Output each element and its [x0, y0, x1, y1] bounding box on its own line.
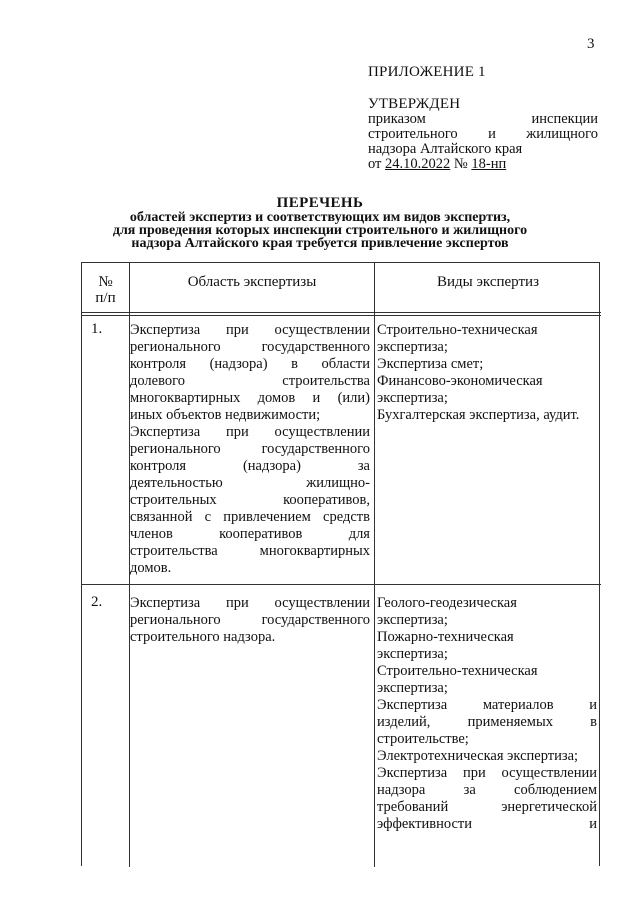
justified-word: долевого: [130, 373, 185, 389]
justified-word: строительных: [130, 492, 217, 508]
row-1-area: [130, 322, 370, 577]
row-2-types-line: [377, 765, 597, 782]
row-1-area-line: [130, 543, 370, 560]
justified-word: регионального: [130, 441, 221, 457]
approved-line-2-left: строительного: [368, 126, 458, 142]
justified-word: регионального: [130, 612, 221, 628]
row-1-types-line: экспертиза;: [377, 390, 448, 406]
header-number: [82, 274, 129, 306]
row-2-types-line: [377, 816, 597, 833]
row-1-area-line: [130, 373, 370, 390]
justified-word: Экспертиза: [130, 595, 201, 611]
justified-word: при: [462, 765, 486, 781]
approved-line-2-right: жилищного: [526, 126, 598, 142]
justified-word: (или): [337, 390, 370, 406]
row-2-types-line: [377, 714, 597, 731]
row-1-area-line: [130, 526, 370, 543]
justified-word: государственного: [261, 441, 370, 457]
approved-line-4: [368, 157, 598, 172]
row-2-area-line: [130, 612, 370, 629]
justified-word: государственного: [261, 612, 370, 628]
justified-word: в: [291, 356, 298, 372]
approved-line-1-right: инспекции: [531, 111, 598, 127]
justified-word: надзора: [377, 782, 426, 798]
row-2-area-line: [130, 595, 370, 612]
table-header-divider: [82, 312, 601, 313]
justified-word: при: [225, 424, 249, 440]
row-2-types-line: экспертиза;: [377, 646, 448, 662]
justified-word: в: [590, 714, 597, 730]
row-1-types-line: Строительно-техническая: [377, 322, 538, 338]
approved-title: УТВЕРЖДЕН: [368, 96, 461, 112]
row-1-area-line: [130, 424, 370, 441]
table-header-divider-double: [82, 315, 601, 316]
justified-word: за: [463, 782, 476, 798]
justified-word: при: [225, 595, 249, 611]
justified-word: энергетической: [501, 799, 597, 815]
row-2-number: 2.: [91, 594, 103, 610]
row-1-area-line: [130, 441, 370, 458]
approved-number-sign: №: [453, 156, 468, 172]
justified-word: деятельностью: [130, 475, 223, 491]
justified-word: осуществлении: [501, 765, 597, 781]
justified-word: Экспертиза: [377, 697, 448, 713]
justified-word: для: [348, 526, 370, 542]
justified-word: привлечением: [223, 509, 311, 525]
row-1-types-line: Экспертиза смет;: [377, 356, 484, 372]
justified-word: Экспертиза: [130, 424, 201, 440]
justified-word: многоквартирных: [130, 390, 241, 406]
header-types: Виды экспертиз: [437, 274, 539, 290]
justified-word: изделий,: [377, 714, 431, 730]
approved-line-2: [368, 127, 598, 142]
row-1-area-line: [130, 458, 370, 475]
justified-word: материалов: [482, 697, 554, 713]
table-column-divider-2: [374, 263, 375, 867]
justified-word: домов: [257, 390, 296, 406]
justified-word: членов: [130, 526, 173, 542]
expertise-table: [81, 262, 600, 866]
header-number-sign: №: [98, 274, 113, 290]
justified-word: при: [225, 322, 249, 338]
justified-word: государственного: [261, 339, 370, 355]
justified-word: строительства: [130, 543, 218, 559]
row-1-area-line: [130, 475, 370, 492]
justified-word: многоквартирных: [259, 543, 370, 559]
row-2-types-line: Строительно-техническая: [377, 663, 538, 679]
justified-word: Экспертиза: [130, 322, 201, 338]
justified-word: осуществлении: [274, 322, 370, 338]
justified-word: кооперативов: [219, 526, 303, 542]
justified-word: и: [589, 816, 597, 832]
row-1-area-line: [130, 492, 370, 509]
heading-line-1: областей экспертиз и соответствующих им видов экспертиз,: [129, 210, 511, 225]
justified-word: средств: [323, 509, 370, 525]
row-1-number: 1.: [91, 321, 103, 337]
approved-line-2-mid: и: [488, 126, 496, 142]
row-2-area: [130, 595, 370, 646]
justified-word: Экспертиза: [377, 765, 448, 781]
justified-word: контроля: [130, 356, 187, 372]
approved-date: 24.10.2022: [385, 156, 451, 172]
table-row-divider: [82, 584, 601, 585]
justified-word: области: [321, 356, 370, 372]
approved-date-prefix: от: [368, 156, 382, 172]
justified-word: эффективности: [377, 816, 472, 832]
row-1-area-line: иных объектов недвижимости;: [130, 407, 321, 423]
row-2-types-line: Пожарно-техническая: [377, 629, 514, 645]
row-1-area-line: [130, 390, 370, 407]
header-area: Область экспертизы: [187, 274, 317, 290]
row-2-types-line: Геолого-геодезическая: [377, 595, 517, 611]
justified-word: с: [204, 509, 212, 525]
header-number-label: п/п: [95, 290, 116, 306]
row-1-area-line: [130, 322, 370, 339]
heading-title: ПЕРЕЧЕНЬ: [276, 195, 364, 211]
approved-line-1-left: приказом: [368, 111, 426, 127]
justified-word: связанной: [130, 509, 193, 525]
approved-line-1: [368, 112, 598, 127]
justified-word: и: [589, 697, 597, 713]
justified-word: осуществлении: [274, 595, 370, 611]
row-2-area-line: строительного надзора.: [130, 629, 276, 645]
row-1-area-line: домов.: [130, 560, 172, 576]
row-1-area-line: [130, 509, 370, 526]
justified-word: соблюдением: [514, 782, 597, 798]
row-2-types-line: Электротехническая экспертиза;: [377, 748, 579, 764]
document-heading: [0, 196, 640, 250]
justified-word: требований: [377, 799, 449, 815]
row-1-types-line: Финансово-экономическая: [377, 373, 543, 389]
appendix-label: ПРИЛОЖЕНИЕ 1: [368, 64, 486, 80]
row-1-area-line: [130, 356, 370, 373]
justified-word: строительства: [282, 373, 370, 389]
row-2-types-line: [377, 782, 597, 799]
justified-word: жилищно-: [306, 475, 370, 491]
approved-line-3: надзора Алтайского края: [368, 141, 523, 157]
row-1-types: [377, 322, 597, 424]
heading-line-3: надзора Алтайского края требуется привлечение экспертов: [131, 236, 509, 251]
row-2-types-line: экспертиза;: [377, 612, 448, 628]
heading-line-2: для проведения которых инспекции строительного и жилищного: [112, 223, 528, 238]
approved-block: [368, 112, 598, 172]
row-2-types-line: [377, 697, 597, 714]
justified-word: кооперативов,: [283, 492, 370, 508]
justified-word: за: [357, 458, 370, 474]
justified-word: контроля: [130, 458, 187, 474]
justified-word: применяемых: [467, 714, 553, 730]
row-2-types-line: [377, 799, 597, 816]
justified-word: регионального: [130, 339, 221, 355]
justified-word: (надзора): [209, 356, 268, 372]
row-1-types-line: экспертиза;: [377, 339, 448, 355]
row-2-types: [377, 595, 597, 833]
justified-word: (надзора): [242, 458, 301, 474]
row-2-types-line: экспертиза;: [377, 680, 448, 696]
justified-word: и: [312, 390, 321, 406]
row-1-types-line: Бухгалтерская экспертиза, аудит.: [377, 407, 580, 423]
row-2-types-line: строительстве;: [377, 731, 469, 747]
justified-word: осуществлении: [274, 424, 370, 440]
page-number: 3: [587, 36, 595, 52]
row-1-area-line: [130, 339, 370, 356]
approved-order-number: 18-нп: [471, 156, 507, 172]
